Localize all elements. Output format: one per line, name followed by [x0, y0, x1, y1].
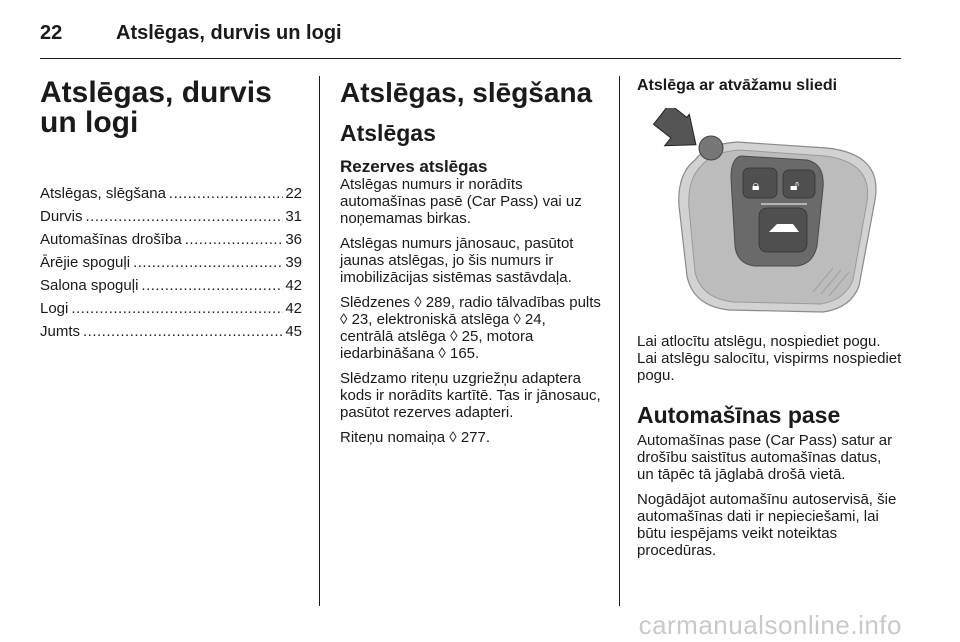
- paragraph: Atslēgas numurs jānosauc, pasūtot jaunas atslēgas, jo šis numurs ir imobilizācijas sistēmas sastāvdaļa.: [340, 235, 574, 286]
- keys-column: [340, 76, 602, 454]
- paragraph: Atslēgas numurs ir norādīts automašīnas pasē (Car Pass) vai uz noņemamas birkas.: [340, 176, 582, 227]
- toc-entry-title: Jumts: [40, 323, 81, 340]
- toc-entry-page: 39: [285, 254, 302, 271]
- foldable-key-illustration: [637, 108, 902, 316]
- column-divider-1: [319, 76, 320, 606]
- toc-entry[interactable]: [40, 205, 302, 228]
- column-divider-2: [619, 76, 620, 606]
- unlock-icon: 🔓︎: [790, 178, 800, 194]
- toc-entry-page: 22: [285, 185, 302, 202]
- toc-entry[interactable]: [40, 251, 302, 274]
- watermark: carmanualsonline.info: [638, 610, 902, 640]
- toc-entry-page: 31: [285, 208, 302, 225]
- toc-entry-page: 36: [285, 231, 302, 248]
- release-button: [699, 136, 723, 160]
- toc-entry-page: 45: [285, 323, 302, 340]
- paragraph: Slēdzamo riteņu uzgriežņu adaptera kods ir norādīts kartītē. Tas ir jānosauc, pasūtot rezerves adapteri.: [340, 370, 601, 421]
- paragraph: Lai atlocītu atslēgu, nospiediet pogu. Lai atslēgu salocītu, vispirms nospiediet pogu.: [637, 333, 902, 384]
- toc-entry-title: Salona spoguļi: [40, 277, 139, 294]
- toc-entry[interactable]: [40, 297, 302, 320]
- toc-entry-page: 42: [285, 300, 302, 317]
- toc-leader-dots: [133, 251, 283, 274]
- toc-entry-page: 42: [285, 277, 302, 294]
- toc-leader-dots: [185, 228, 284, 251]
- toc-leader-dots: [83, 320, 283, 343]
- lock-icon: 🔒︎: [752, 178, 760, 194]
- toc-entry-title: Atslēgas, slēgšana: [40, 185, 166, 202]
- toc-leader-dots: [169, 182, 283, 205]
- page-number: 22: [40, 22, 63, 44]
- toc-leader-dots: [71, 297, 283, 320]
- running-title: Atslēgas, durvis un logi: [116, 22, 342, 44]
- toc-entry[interactable]: [40, 228, 302, 251]
- chapter-column: [40, 76, 302, 343]
- toc-entry[interactable]: [40, 182, 302, 205]
- chapter-title: Atslēgas, durvis un logi: [40, 76, 272, 139]
- running-header: [40, 22, 342, 45]
- subsection-heading: Automašīnas pase: [637, 402, 841, 428]
- table-of-contents: [40, 182, 302, 343]
- toc-entry[interactable]: [40, 274, 302, 297]
- topic-heading: Rezerves atslēgas: [340, 157, 488, 176]
- toc-entry-title: Durvis: [40, 208, 83, 225]
- paragraph: Nogādājot automašīnu autoservisā, šie automašīnas dati ir nepieciešami, lai būtu iespējams veikt noteiktas procedūras.: [637, 491, 897, 559]
- toc-entry[interactable]: [40, 320, 302, 343]
- foldable-key-column: [637, 76, 902, 567]
- toc-leader-dots: [86, 205, 284, 228]
- lock-button: [743, 168, 777, 198]
- header-rule: [40, 58, 901, 59]
- topic-heading: Atslēga ar atvāžamu sliedi: [637, 77, 838, 94]
- toc-entry-title: Logi: [40, 300, 69, 317]
- toc-leader-dots: [141, 274, 283, 297]
- paragraph: Automašīnas pase (Car Pass) satur ar drošību saistītus automašīnas datus, un tāpēc tā jāglabā drošā vietā.: [637, 432, 893, 483]
- subsection-heading: Atslēgas: [340, 120, 436, 146]
- section-heading: Atslēgas, slēgšana: [340, 77, 593, 108]
- toc-entry-title: Automašīnas drošība: [40, 231, 182, 248]
- toc-entry-title: Ārējie spoguļi: [40, 254, 131, 271]
- cross-reference-paragraph: Riteņu nomaiņa ◊ 277.: [340, 429, 491, 446]
- cross-reference-paragraph: Slēdzenes ◊ 289, radio tālvadības pults ◊ 23, elektroniskā atslēga ◊ 24, centrālā atslēga ◊ 25, motora iedarbināšana ◊ 165.: [340, 294, 601, 362]
